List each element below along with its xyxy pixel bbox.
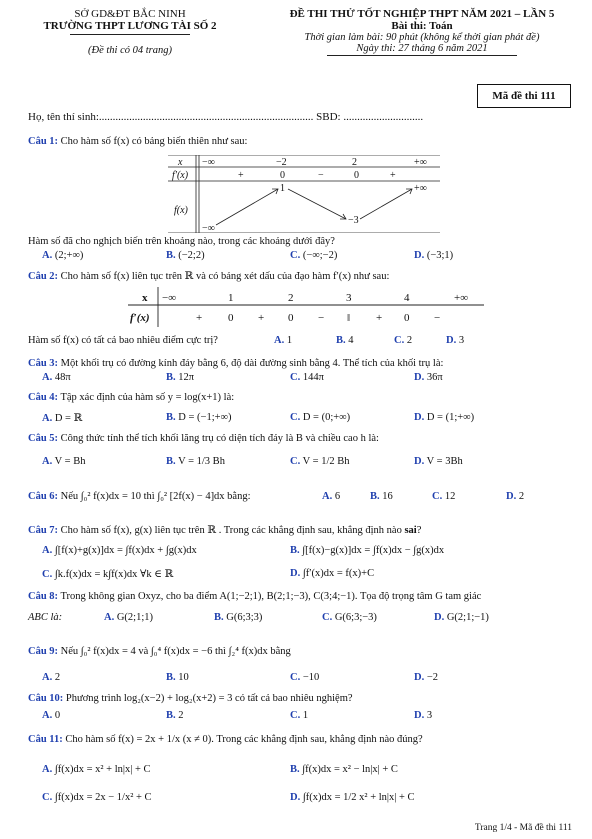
q2-x-1: 1: [228, 292, 234, 304]
question-7: [28, 524, 421, 536]
q7-option-a[interactable]: A. ∫[f(x)+g(x)]dx = ∫f(x)dx + ∫g(x)dx: [42, 545, 197, 556]
exam-time: Thời gian làm bài: 90 phút (không kể thời gian phát đề): [304, 32, 540, 43]
q5-option-a[interactable]: A. V = Bh: [42, 456, 86, 467]
q1-x-pos-inf: +∞: [414, 157, 427, 168]
q1-x-minus2: −2: [276, 157, 287, 168]
q10-label: Câu 10:: [28, 693, 64, 704]
q2-option-c[interactable]: C. 2: [394, 335, 413, 346]
q11-label: Câu 11:: [28, 734, 63, 745]
q1-option-a[interactable]: A. (2;+∞): [42, 250, 84, 261]
q1-variation-arrows: [216, 189, 412, 225]
q2-undefined: ‖: [347, 312, 351, 324]
q7-label: Câu 7:: [28, 525, 59, 536]
header-right: [262, 8, 582, 56]
pages-note: (Đề thi có 04 trang): [88, 45, 172, 56]
q8-option-c[interactable]: C. G(6;3;−3): [322, 612, 377, 623]
q1-sign-3: +: [390, 170, 396, 181]
page-footer: Trang 1/4 - Mã đề thi 111: [474, 823, 572, 833]
q1-x-label: x: [178, 157, 183, 168]
q10-option-d[interactable]: D. 3: [414, 710, 433, 721]
q1-sign-2: −: [318, 170, 324, 181]
q8-label: Câu 8:: [28, 591, 59, 602]
q5-text: Công thức tính thể tích khối lăng trụ có diện tích đáy là B và chiều cao h là:: [60, 433, 379, 444]
q11-option-d[interactable]: D. ∫f(x)dx = 1/2 x² + ln|x| + C: [290, 792, 415, 803]
q9-option-d[interactable]: D. −2: [414, 672, 439, 683]
question-4: [28, 392, 234, 403]
q5-label: Câu 5:: [28, 433, 59, 444]
q7-text: Cho hàm số f(x), g(x) liên tục trên ℝ . Trong các khẳng định sau, khẳng định nào: [60, 525, 402, 536]
school-name: TRƯỜNG THPT LƯƠNG TÀI SỐ 2: [43, 20, 217, 32]
q4-text: Tập xác định của hàm số y = log(x+1) là:: [60, 392, 235, 403]
q3-option-a[interactable]: A. 48π: [42, 372, 71, 383]
question-9: [28, 646, 291, 657]
q8-option-a[interactable]: A. G(2;1;1): [104, 612, 154, 623]
q6-option-c[interactable]: C. 12: [432, 491, 456, 502]
q7-option-b[interactable]: B. ∫[f(x)−g(x)]dx = ∫f(x)dx − ∫g(x)dx: [290, 545, 445, 556]
q1-ask: Hàm số đã cho nghịch biến trên khoảng nào, trong các khoảng dưới đây?: [28, 236, 335, 247]
q4-option-d[interactable]: D. D = (1;+∞): [414, 412, 475, 423]
q5-option-c[interactable]: C. V = 1/2 Bh: [290, 456, 350, 467]
q7-option-d[interactable]: D. ∫f′(x)dx = f(x)+C: [290, 568, 375, 579]
q6-option-b[interactable]: B. 16: [370, 491, 393, 502]
q1-variation-table: [168, 155, 440, 233]
question-1: [28, 136, 247, 147]
question-8: [28, 591, 481, 602]
exam-code-box: Mã đề thi 111: [477, 84, 571, 108]
q1-f-pos-inf: +∞: [414, 183, 427, 194]
q10-option-a[interactable]: A. 0: [42, 710, 61, 721]
q1-func-label: f(x): [174, 205, 188, 216]
q8-text-line2: ABC là:: [28, 612, 63, 623]
q2-option-d[interactable]: D. 3: [446, 335, 465, 346]
q11-option-b[interactable]: B. ∫f(x)dx = x² − ln|x| + C: [290, 764, 398, 775]
q7-text-end: ?: [416, 525, 422, 536]
q2-x-label: x: [142, 292, 148, 304]
exam-title: ĐỀ THI THỬ TỐT NGHIỆP THPT NĂM 2021 – LẦN 5: [289, 8, 555, 20]
q6-text: Nếu ∫₀² f(x)dx = 10 thì ∫₀² [2f(x) − 4]dx bằng:: [60, 491, 251, 502]
q5-option-b[interactable]: B. V = 1/3 Bh: [166, 456, 225, 467]
q1-option-c[interactable]: C. (−∞;−2): [290, 250, 338, 261]
dept-name: SỞ GD&ĐT BẮC NINH: [74, 8, 186, 20]
question-10: [28, 693, 353, 704]
q2-ask-row: [28, 335, 218, 346]
q1-zero-2: 0: [354, 170, 359, 181]
q3-option-c[interactable]: C. 144π: [290, 372, 324, 383]
q2-zero-3: 0: [404, 312, 410, 324]
q6-option-d[interactable]: D. 2: [506, 491, 525, 502]
q2-sign-4: +: [376, 312, 383, 324]
q8-text: Trong không gian Oxyz, cho ba điểm A(1;−2;1), B(2;1;−3), C(3;4;−1). Tọa độ trọng tâm G tam giác: [60, 591, 482, 602]
q9-text: Nếu ∫₀² f(x)dx = 4 và ∫₀⁴ f(x)dx = −6 thì ∫₂⁴ f(x)dx bằng: [60, 646, 291, 657]
q2-sign-5: −: [434, 312, 441, 324]
question-5: [28, 433, 379, 444]
q1-text: Cho hàm số f(x) có bảng biến thiên như sau:: [60, 136, 248, 147]
q10-option-b[interactable]: B. 2: [166, 710, 184, 721]
q8-option-b[interactable]: B. G(6;3;3): [214, 612, 263, 623]
q4-option-b[interactable]: B. D = (−1;+∞): [166, 412, 232, 423]
q2-x-4: 4: [404, 292, 410, 304]
q2-deriv-label: f′(x): [130, 312, 150, 324]
student-info-line: Họ, tên thí sinh:.............................................................................. SBD: .............................: [28, 111, 424, 123]
q4-label: Câu 4:: [28, 392, 59, 403]
q2-text: Cho hàm số f(x) liên tục trên ℝ và có bảng xét dấu của đạo hàm f′(x) như sau:: [60, 271, 390, 282]
q2-sign-table: [128, 287, 484, 327]
header-rule-right: [327, 55, 517, 56]
q3-option-b[interactable]: B. 12π: [166, 372, 195, 383]
q1-x-2: 2: [352, 157, 357, 168]
q6-label: Câu 6:: [28, 491, 59, 502]
q1-zero-1: 0: [280, 170, 285, 181]
q2-sign-2: +: [258, 312, 265, 324]
q4-option-c[interactable]: C. D = (0;+∞): [290, 412, 351, 423]
q9-option-c[interactable]: C. −10: [290, 672, 320, 683]
q1-f-max: 1: [280, 183, 285, 194]
q1-label: Câu 1:: [28, 136, 59, 147]
q2-x-pos-inf: +∞: [454, 292, 469, 304]
exam-date: Ngày thi: 27 tháng 6 năm 2021: [356, 43, 488, 54]
q2-ask: Hàm số f(x) có tất cả bao nhiêu điểm cực trị?: [28, 335, 218, 346]
q11-text: Cho hàm số f(x) = 2x + 1/x (x ≠ 0). Trong các khẳng định sau, khẳng định nào đúng?: [65, 734, 423, 745]
q2-label: Câu 2:: [28, 271, 59, 282]
q2-option-a[interactable]: A. 1: [274, 335, 293, 346]
q9-option-b[interactable]: B. 10: [166, 672, 189, 683]
q1-option-b[interactable]: B. (−2;2): [166, 250, 205, 261]
question-3: [28, 358, 443, 369]
q8-option-d[interactable]: D. G(2;1;−1): [434, 612, 489, 623]
header-left: [20, 8, 240, 56]
q9-option-a[interactable]: A. 2: [42, 672, 61, 683]
q1-f-min: −3: [348, 215, 359, 226]
question-6: [28, 491, 251, 502]
q2-zero-1: 0: [228, 312, 234, 324]
q2-sign-1: +: [196, 312, 203, 324]
header-rule: [70, 34, 190, 35]
q5-option-d[interactable]: D. V = 3Bh: [414, 456, 463, 467]
q4-option-a[interactable]: A. D = ℝ: [42, 413, 83, 424]
q11-option-a[interactable]: A. ∫f(x)dx = x² + ln|x| + C: [42, 764, 151, 775]
q10-text: Phương trình log₂(x−2) + log₂(x+2) = 3 có tất cả bao nhiêu nghiệm?: [65, 693, 353, 704]
q1-option-d[interactable]: D. (−3;1): [414, 250, 454, 261]
q2-x-neg-inf: −∞: [162, 292, 177, 304]
q6-option-a[interactable]: A. 6: [322, 491, 341, 502]
q3-text: Một khối trụ có đường kính đáy bằng 6, độ dài đường sinh bằng 4. Thể tích của khối trụ là:: [60, 358, 444, 369]
question-2: [28, 270, 389, 282]
q9-label: Câu 9:: [28, 646, 59, 657]
q1-sign-1: +: [238, 170, 244, 181]
q1-x-neg-inf: −∞: [202, 157, 215, 168]
q10-option-c[interactable]: C. 1: [290, 710, 309, 721]
q2-zero-2: 0: [288, 312, 294, 324]
q7-text-bold: sai: [404, 525, 417, 536]
exam-subject: Bài thi: Toán: [391, 20, 453, 32]
q2-x-2: 2: [288, 292, 294, 304]
q11-option-c[interactable]: C. ∫f(x)dx = 2x − 1/x² + C: [42, 792, 152, 803]
question-11: [28, 734, 423, 745]
q7-option-c[interactable]: C. ∫k.f(x)dx = k∫f(x)dx ∀k ∈ ℝ: [42, 569, 174, 580]
q2-option-b[interactable]: B. 4: [336, 335, 354, 346]
q1-f-neg-inf: −∞: [202, 223, 215, 233]
q2-x-3: 3: [346, 292, 352, 304]
q1-deriv-label: f′(x): [172, 170, 189, 181]
q3-label: Câu 3:: [28, 358, 59, 369]
q2-sign-3: −: [318, 312, 325, 324]
q3-option-d[interactable]: D. 36π: [414, 372, 443, 383]
